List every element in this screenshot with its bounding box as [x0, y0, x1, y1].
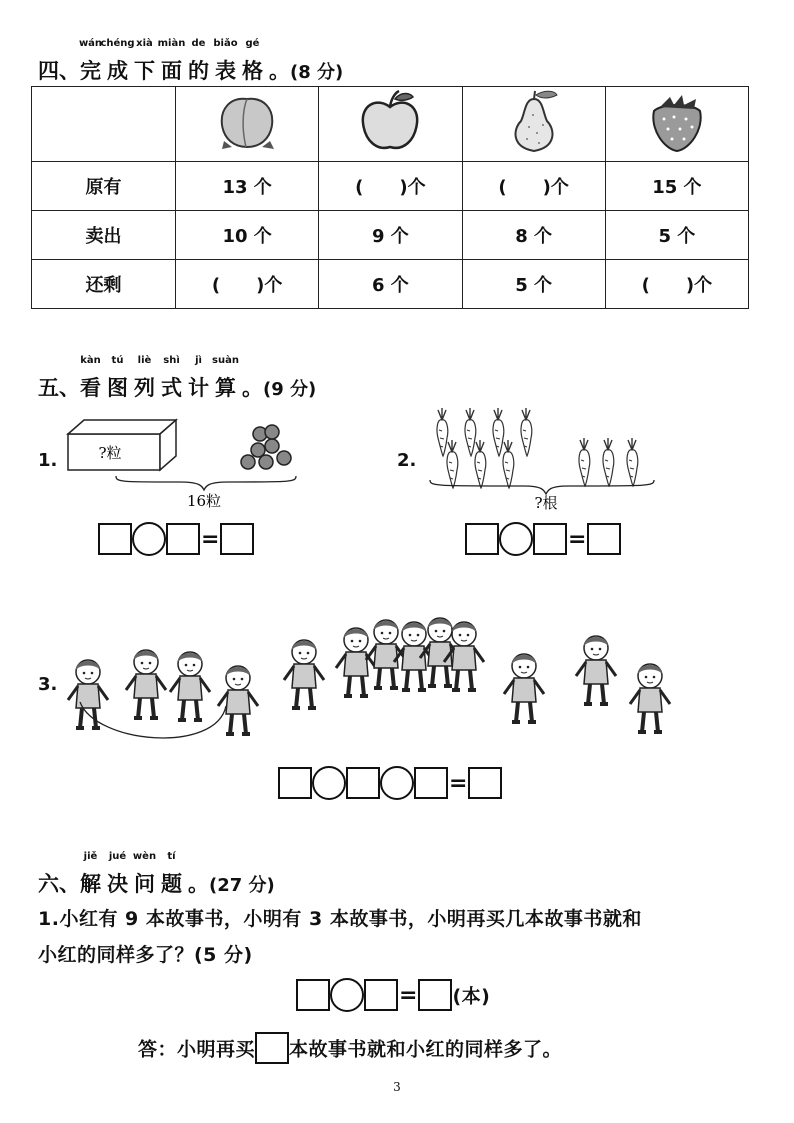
title-char	[157, 38, 186, 85]
title-char	[188, 355, 209, 402]
pinyin: wán	[78, 38, 103, 49]
pinyin: gé	[245, 38, 260, 49]
answer-box[interactable]	[587, 523, 621, 555]
section-4-number: 四、	[38, 59, 80, 83]
answer-box[interactable]	[418, 979, 452, 1011]
section-5-end-mark: 。	[242, 376, 263, 400]
pinyin: kàn	[80, 355, 101, 366]
problem-3-label: 3.	[38, 674, 58, 695]
hanzi: 的	[188, 59, 209, 83]
problem-2-label: 2.	[397, 450, 417, 471]
title-char	[134, 355, 155, 402]
hanzi: 题	[161, 872, 182, 896]
answer-line	[138, 1032, 562, 1064]
hanzi: 下	[134, 59, 155, 83]
pinyin: tí	[167, 851, 176, 862]
table-cell: 5 个	[462, 260, 605, 309]
hanzi: 计	[188, 376, 209, 400]
row-label: 原有	[32, 162, 176, 211]
pinyin: suàn	[212, 355, 239, 366]
table-cell: 13 个	[176, 162, 319, 211]
table-cell: 10 个	[176, 211, 319, 260]
table-cell[interactable]: ( )个	[462, 162, 605, 211]
answer-suffix: 本故事书就和小红的同样多了。	[289, 1038, 563, 1061]
hanzi: 看	[80, 376, 101, 400]
equals-sign: =	[568, 526, 587, 552]
answer-box[interactable]	[364, 979, 398, 1011]
hanzi: 算	[215, 376, 236, 400]
table-cell: 8 个	[462, 211, 605, 260]
answer-box[interactable]	[533, 523, 567, 555]
peach-cell	[176, 87, 319, 162]
title-char	[188, 38, 209, 85]
answer-box[interactable]	[346, 767, 380, 799]
pinyin: chéng	[100, 38, 135, 49]
hanzi: 面	[161, 59, 182, 83]
answer-box[interactable]	[166, 523, 200, 555]
jump-rope-kids-icon	[68, 650, 258, 738]
pinyin: wèn	[132, 851, 157, 862]
problem-1-equation	[98, 522, 254, 556]
row-label: 卖出	[32, 211, 176, 260]
operator-circle[interactable]	[380, 766, 414, 800]
table-row	[32, 162, 749, 211]
beads-icon	[241, 425, 291, 469]
running-kids-icon	[504, 636, 670, 732]
box-icon	[68, 420, 176, 470]
hanzi: 问	[134, 872, 155, 896]
section-5-number: 五、	[38, 376, 80, 400]
problem-1-illustration	[60, 410, 310, 510]
fruit-table	[31, 86, 749, 309]
table-cell[interactable]: ( )个	[319, 162, 462, 211]
answer-box[interactable]	[296, 979, 330, 1011]
pinyin: liè	[137, 355, 152, 366]
table-cell: 9 个	[319, 211, 462, 260]
problem-2-equation	[465, 522, 621, 556]
carrots-icon	[437, 408, 638, 488]
pinyin: tú	[111, 355, 124, 366]
equals-sign: =	[201, 526, 220, 552]
question-1-line-1: 1.小红有 9 本故事书，小明有 3 本故事书，小明再买几本故事书就和	[38, 908, 642, 930]
operator-circle[interactable]	[330, 978, 364, 1012]
row-label: 还剩	[32, 260, 176, 309]
pinyin: biǎo	[213, 38, 238, 49]
pear-cell	[462, 87, 605, 162]
hanzi: 完	[80, 59, 101, 83]
table-corner-cell	[32, 87, 176, 162]
title-char	[80, 355, 101, 402]
pinyin: xià	[136, 38, 153, 49]
total-label: 16粒	[186, 492, 222, 510]
title-char	[132, 851, 157, 898]
pinyin: miàn	[157, 38, 186, 49]
section-6-points: (27 分)	[209, 875, 275, 896]
question-1-line-2: 小红的同样多了？(5 分)	[38, 944, 253, 966]
operator-circle[interactable]	[499, 522, 533, 556]
operator-circle[interactable]	[312, 766, 346, 800]
hanzi: 式	[161, 376, 182, 400]
section-4-points: (8 分)	[290, 62, 344, 83]
equals-sign: =	[449, 770, 468, 796]
section-6-end-mark: 。	[188, 872, 209, 896]
strawberry-icon	[642, 89, 712, 155]
peach-icon	[212, 91, 282, 153]
running-kids-group-icon	[284, 618, 484, 708]
answer-box[interactable]	[468, 767, 502, 799]
table-cell[interactable]: ( )个	[176, 260, 319, 309]
answer-box[interactable]	[278, 767, 312, 799]
section-6-number: 六、	[38, 872, 80, 896]
title-char	[100, 38, 135, 85]
hanzi: 列	[134, 376, 155, 400]
title-char	[161, 355, 182, 402]
pinyin: shì	[163, 355, 180, 366]
question-1-equation	[296, 978, 490, 1012]
operator-circle[interactable]	[132, 522, 166, 556]
title-char	[213, 38, 238, 85]
title-char	[134, 38, 155, 85]
hanzi: 表	[215, 59, 236, 83]
answer-box[interactable]	[220, 523, 254, 555]
answer-box[interactable]	[465, 523, 499, 555]
table-cell: 5 个	[605, 211, 748, 260]
page-number: 3	[393, 1080, 401, 1094]
answer-box[interactable]	[255, 1032, 289, 1064]
problem-2-illustration	[424, 402, 664, 512]
title-char	[161, 851, 182, 898]
table-row	[32, 260, 749, 309]
pear-icon	[499, 89, 569, 155]
table-row	[32, 211, 749, 260]
table-cell[interactable]: ( )个	[605, 260, 748, 309]
problem-3-equation	[278, 766, 502, 800]
hanzi: 成	[107, 59, 128, 83]
hanzi: 格	[242, 59, 263, 83]
pinyin: jué	[108, 851, 127, 862]
pinyin: jiě	[83, 851, 98, 862]
title-char	[242, 38, 263, 85]
pinyin: de	[191, 38, 206, 49]
title-char	[212, 355, 239, 402]
hanzi: 图	[107, 376, 128, 400]
answer-box[interactable]	[98, 523, 132, 555]
title-char	[107, 355, 128, 402]
title-char	[78, 38, 103, 85]
unit-label: (本)	[452, 985, 491, 1008]
answer-box[interactable]	[414, 767, 448, 799]
section-5-heading	[38, 355, 317, 402]
table-cell: 15 个	[605, 162, 748, 211]
total-label: ?根	[534, 494, 558, 512]
pinyin: jì	[195, 355, 202, 366]
hanzi: 决	[107, 872, 128, 896]
problem-3-illustration	[66, 604, 686, 754]
title-char	[107, 851, 128, 898]
section-4-heading	[38, 38, 344, 85]
hanzi: 解	[80, 872, 101, 896]
section-6-heading	[38, 851, 275, 898]
apple-icon	[355, 89, 425, 155]
box-label: ?粒	[98, 444, 122, 462]
table-cell: 6 个	[319, 260, 462, 309]
apple-cell	[319, 87, 462, 162]
section-4-end-mark: 。	[269, 59, 290, 83]
strawberry-cell	[605, 87, 748, 162]
equals-sign: =	[399, 982, 418, 1008]
title-char	[80, 851, 101, 898]
section-5-points: (9 分)	[263, 379, 317, 400]
problem-1-label: 1.	[38, 450, 58, 471]
answer-prefix: 答：小明再买	[138, 1038, 256, 1061]
